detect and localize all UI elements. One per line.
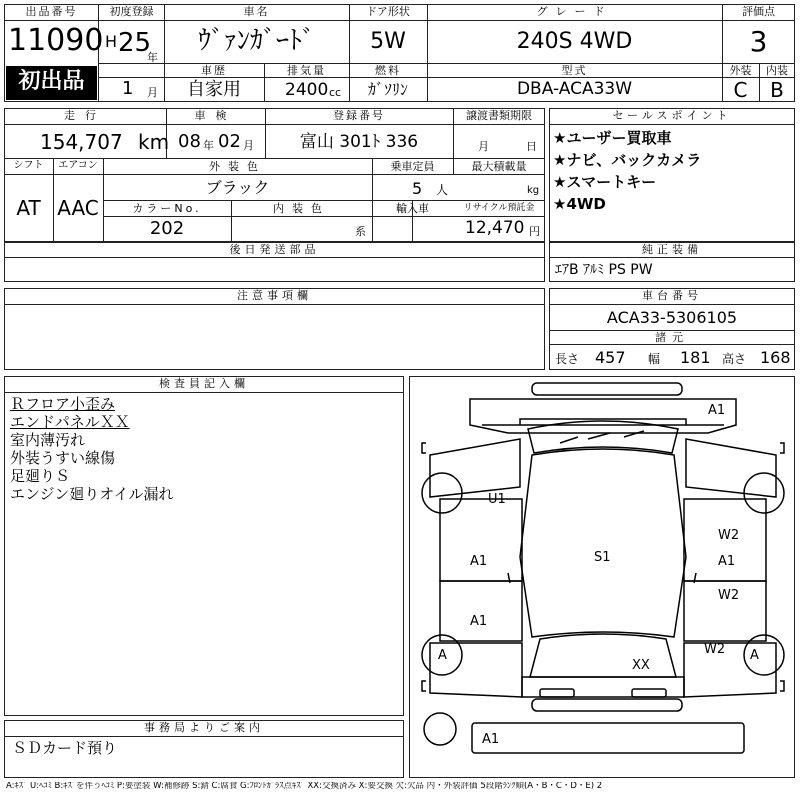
max-load-label: 最大積載量 [471,160,527,173]
exterior-color-label: 外装色 [209,160,266,173]
capacity: 5 [412,179,423,198]
inspector-note: 足廻りＳ [10,467,71,485]
interior-grade: B [770,78,784,102]
inspection-month: 02 [218,131,241,152]
damage-mark: A1 [708,403,726,418]
sales-point: ★ユーザー買取車 [553,129,672,147]
era-label: H [105,32,118,51]
capacity-label: 乗車定員 [390,160,435,173]
details-table [4,108,545,242]
first-registration-label: 初度登録 [109,5,154,18]
specs-label: 諸元 [655,331,689,344]
capacity-unit: 人 [436,183,449,197]
damage-mark: A1 [470,614,488,629]
plate-label: 登録番号 [333,109,385,122]
width: 181 [680,348,711,367]
grade: 240S 4WD [516,29,633,54]
score: 3 [749,25,768,58]
displacement: 2400 [285,80,329,100]
model-label: 型式 [561,64,588,77]
damage-mark: S1 [594,550,611,565]
grade-label: グレード [536,5,613,18]
shift-label: シフト [13,160,44,171]
air-conditioner: AAC [57,196,99,220]
damage-diagram [409,376,795,778]
office-label: 事務局よりご案内 [144,721,264,734]
height-label: 高さ [722,352,747,366]
length: 457 [595,348,626,367]
damage-mark: A [750,648,759,663]
inspection-label: 車検 [194,109,237,122]
interior-color-unit: 系 [355,225,366,238]
exterior-color: ブラック [205,178,270,197]
equipment: ｴｱB ｱﾙﾐ PS PW [555,262,653,278]
chassis-label: 車台番号 [642,289,702,302]
inspection-month-unit: 月 [243,139,254,152]
score-label: 評価点 [742,5,775,18]
interior-color-label: 内装色 [273,202,330,215]
car-name-label: 車名 [243,5,270,18]
transfer-day-unit: 日 [526,140,537,153]
ac-label: エアコン [58,160,98,171]
office-note: ＳＤカード預り [12,739,118,757]
inspector-note: エンドパネルＸＸ [10,413,130,431]
year-unit: 年 [147,51,158,64]
inspector-label: 検査員記入欄 [159,377,249,390]
chassis-number: ACA33-5306105 [606,308,738,327]
recycle-label: リサイクル預託金 [463,203,535,213]
damage-mark: A1 [470,554,488,569]
inspection-year: 08 [178,131,201,152]
damage-mark: A [438,648,447,663]
sales-points-label: セールスポイント [612,109,732,122]
model-code: DBA-ACA33W [516,79,633,99]
fuel-label: 燃料 [375,64,401,77]
transfer-month-unit: 月 [478,140,489,153]
transfer-doc-label: 譲渡書類期限 [466,109,532,122]
width-label: 幅 [648,352,661,366]
displacement-label: 排気量 [287,64,326,77]
damage-legend: A:ｷｽﾞ U:ﾍｺﾐ B:ｷｽﾞを伴うﾍｺﾐ P:要塗装 W:補修跡 S:錆 C:腐食 G:ﾌﾛﾝﾄｶﾞﾗｽ点ｷｽﾞ XX:交換済み X:要交換 欠:欠品 内・外装評価 5段階ﾗﾝｸ順(A・B・C・D・E) 2 [6,782,603,791]
exterior-grade-label: 外装 [729,64,752,77]
shift: AT [16,196,41,220]
equipment-label: 純正装備 [642,243,702,256]
notes-label: 注意事項欄 [237,289,312,302]
damage-mark: A1 [482,732,500,747]
history: 自家用 [187,79,241,100]
recycle-unit: 円 [529,225,540,238]
mileage: 154,707 [40,130,123,154]
length-label: 長さ [555,352,580,366]
mileage-unit: km [138,130,170,154]
registration-month: 1 [122,78,134,99]
inspector-note: Ｒフロア小歪み [10,395,116,413]
inspector-note: 外装うすい線傷 [10,449,116,467]
lot-number: 11090 [8,23,104,58]
plate-number: 富山 301ﾄ 336 [299,132,419,152]
inspection-year-unit: 年 [203,139,214,152]
inspector-note: エンジン廻りオイル漏れ [10,485,174,503]
interior-grade-label: 内装 [766,64,788,77]
displacement-unit: cc [329,86,342,99]
damage-mark: U1 [488,492,506,507]
color-number-label: カラーNo. [132,202,202,215]
mileage-label: 走行 [64,109,106,122]
sales-point: ★ナビ、バックカメラ [553,151,702,169]
height: 168 [760,348,791,367]
door-type: 5W [370,29,406,54]
sales-point: ★4WD [553,195,606,213]
first-listing-badge: 初出品 [6,66,97,100]
car-diagram-svg [410,377,796,779]
recycle-deposit: 12,470 [465,218,525,238]
max-load-unit: kg [527,185,540,196]
car-name: ｳﾞｧﾝｶﾞｰﾄﾞ [197,26,315,56]
fuel: ｶﾞｿﾘﾝ [367,80,408,99]
lot-number-label: 出品番号 [25,5,78,18]
sales-point: ★スマートキー [553,173,657,191]
month-unit: 月 [147,86,158,99]
history-label: 車歴 [201,64,227,77]
damage-mark: W2 [718,528,740,543]
later-parts-label: 後日発送部品 [229,243,320,256]
import-label: 輸入車 [396,202,429,215]
inspector-note: 室内薄汚れ [10,431,86,449]
exterior-grade: C [733,78,748,102]
damage-mark: W2 [718,588,740,603]
damage-mark: A1 [718,554,736,569]
door-label: ドア形状 [366,5,410,18]
damage-mark: W2 [704,642,726,657]
registration-year: 25 [118,28,152,58]
damage-mark: XX [632,658,650,673]
color-number: 202 [149,218,185,239]
